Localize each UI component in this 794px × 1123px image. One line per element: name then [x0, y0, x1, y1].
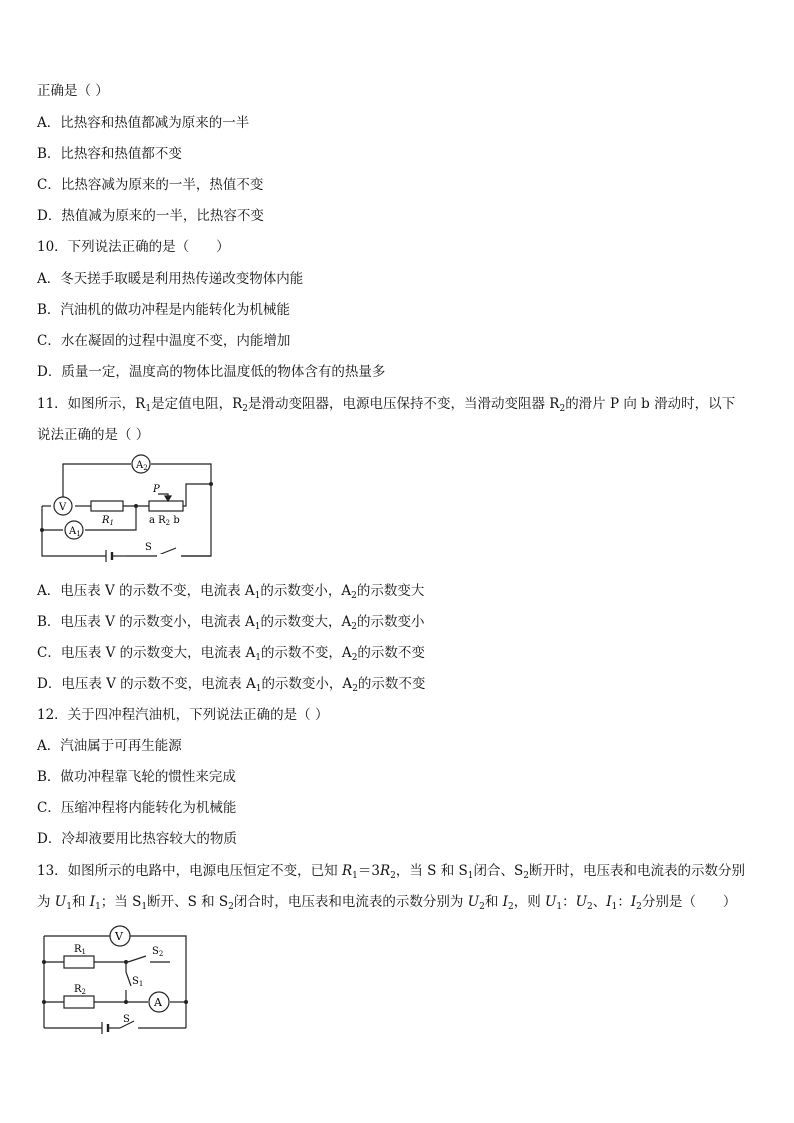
q11-switch-s-label: S	[145, 542, 152, 553]
q11-option-d: D．电压表 V 的示数不变，电流表 $A_1$的示数变小，$A_2$的示数不变	[37, 676, 426, 694]
q10-option-a: A．冬天搓手取暖是利用热传递改变物体内能	[37, 271, 304, 287]
q12-option-c: C．压缩冲程将内能转化为机械能	[37, 800, 237, 816]
q12-stem: 12．关于四冲程汽油机，下列说法正确的是（ ）	[37, 707, 329, 723]
q10-option-c: C．水在凝固的过程中温度不变，内能增加	[37, 333, 291, 349]
q11-option-b: B．电压表 V 的示数变小，电流表 $A_1$的示数变大，$A_2$的示数变小	[37, 614, 425, 632]
q11-option-c: C．电压表 V 的示数变大，电流表 $A_1$的示数不变，$A_2$的示数不变	[37, 645, 425, 663]
q10-option-d: D．质量一定，温度高的物体比温度低的物体含有的热量多	[37, 364, 386, 380]
q9-option-d: D．热值减为原来的一半，比热容不变	[37, 208, 264, 224]
q12-option-d: D．冷却液要用比热容较大的物质	[37, 831, 237, 847]
q13-circuit-diagram	[38, 924, 194, 1036]
q13-ammeter-label: A	[154, 996, 162, 1009]
q9-option-a: A．比热容和热值都减为原来的一半	[37, 115, 250, 131]
q11-r2-label: a $R_2$ b	[149, 515, 180, 527]
q13-switch-s1-label: $S_1$	[132, 976, 144, 988]
q11-voltmeter-label: V	[59, 502, 67, 513]
q11-stem-line2: 说法正确的是（ ）	[37, 427, 150, 443]
q10-option-b: B．汽油机的做功冲程是内能转化为机械能	[37, 302, 290, 318]
q12-option-a: A．汽油属于可再生能源	[37, 738, 182, 754]
q11-ammeter-a2-label: $A_2$	[136, 460, 148, 472]
q9-option-c: C．比热容减为原来的一半，热值不变	[37, 177, 264, 193]
q13-r2-label: $R_2$	[74, 984, 86, 996]
q13-stem-line1: 13．如图所示的电路中，电源电压恒定不变，已知 $R_1=3R_2$，当 S 和 $S_1$闭合、$S_2$断开时，电压表和电流表的示数分别	[37, 863, 745, 881]
q11-circuit-diagram	[36, 452, 226, 564]
q11-slider-p-label: P	[153, 484, 160, 495]
q12-option-b: B．做功冲程靠飞轮的惯性来完成	[37, 769, 236, 785]
q13-stem-line2: 为 $U_1$和 $I_1$；当 $S_1$断开、S 和 $S_2$闭合时，电压表和电流表的示数分别为 $U_2$和 $I_2$，则 $U_1$：$U_2$、$I_1$：$I_2$分别是（ ）	[37, 894, 737, 912]
q11-option-a: A．电压表 V 的示数不变，电流表 $A_1$的示数变小，$A_2$的示数变大	[37, 583, 425, 601]
q13-r1-label: $R_1$	[74, 944, 86, 956]
q11-r1-label: $R_1$	[102, 515, 114, 527]
q9-option-b: B．比热容和热值都不变	[37, 146, 182, 162]
q9-stem-tail: 正确是（ ）	[37, 83, 109, 99]
q13-voltmeter-label: V	[115, 930, 123, 943]
q11-ammeter-a1-label: $A_1$	[69, 526, 81, 538]
q13-switch-s2-label: $S_2$	[152, 946, 164, 958]
q11-stem-line1: 11．如图所示，$R_1$是定值电阻，$R_2$是滑动变阻器，电源电压保持不变，当滑动变阻器 $R_2$的滑片 P 向 b 滑动时，以下	[37, 396, 736, 414]
q10-stem: 10．下列说法正确的是（ ）	[37, 239, 230, 255]
q13-switch-s-label: S	[123, 1014, 130, 1025]
